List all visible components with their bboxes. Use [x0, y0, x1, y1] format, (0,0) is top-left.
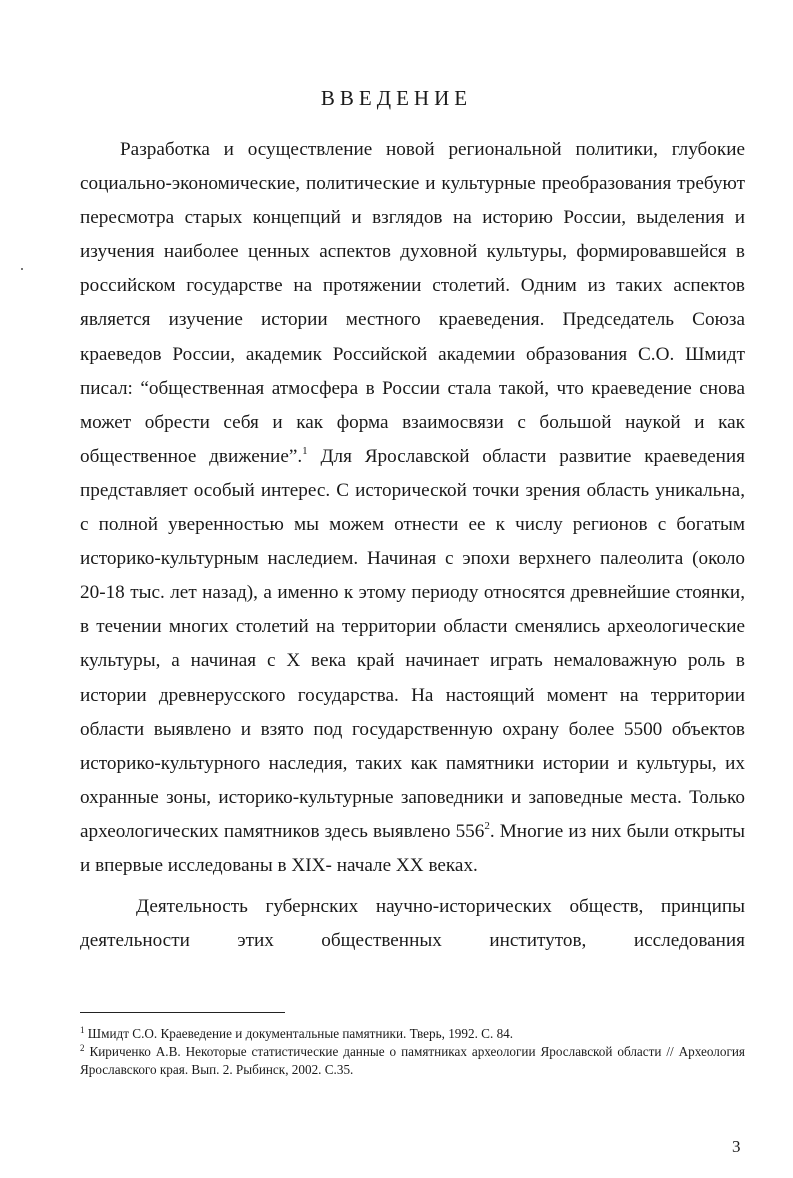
footnote-2-text: Кириченко А.В. Некоторые статистические данные о памятниках археологии Ярославской области // Археология Ярославского края. Вып. 2. Рыбинск, 2002. С.35.: [80, 1044, 746, 1077]
page-title: ВВЕДЕНИЕ: [320, 86, 473, 110]
paragraph-1-part-3: . Многие из них были открыты и впервые исследованы в XIX- начале XX веках.: [80, 820, 745, 876]
scan-speck: [21, 268, 23, 270]
footnotes: [80, 1025, 745, 1079]
footnote-ref-1[interactable]: 1: [302, 444, 308, 457]
footnote-2-mark: 2: [80, 1043, 85, 1053]
main-text: [80, 133, 745, 958]
paragraph-1-part-1: Разработка и осуществление новой региональной политики, глубокие социально-экономические, политические и культурные преобразования требуют пересмотра старых концепций и взглядов на историю России, выделения и изучения наиболее ценных аспектов духовной культуры, формировавшейся в российском государстве на протяжении столетий. Одним из таких аспектов является изучение истории местного краеведения. Председатель Союза краеведов России, академик Российской академии образования С.О. Шмидт писал: “общественная атмосфера в России стала такой, что краеведение снова может обрести себя и как форма взаимосвязи с большой наукой и как общественное движение”.: [80, 139, 745, 467]
page-number: 3: [732, 1137, 741, 1156]
footnote-1-text: Шмидт С.О. Краеведение и документальные памятники. Тверь, 1992. С. 84.: [87, 1026, 514, 1041]
footnote-1: [80, 1025, 745, 1043]
paragraph-1-part-2: Для Ярославской области развитие краеведения представляет особый интерес. С исторической точки зрения область уникальна, с полной уверенностью мы можем отнести ее к числу регионов с богатым историко-культурным наследием. Начиная с эпохи верхнего палеолита (около 20-18 тыс. лет назад), а именно к этому периоду относятся древнейшие стоянки, в течении многих столетий на территории области сменялись археологические культуры, а начиная с X века край начинает играть немаловажную роль в истории древнерусского государства. На настоящий момент на территории области выявлено и взято под государственную охрану более 5500 объектов историко-культурного наследия, таких как памятники истории и культуры, их охранные зоны, историко-культурные заповедники и заповедные места. Только археологических памятников здесь выявлено 556: [80, 445, 745, 842]
footnote-divider: [80, 1012, 285, 1013]
paragraph-1: [80, 133, 745, 883]
footnote-ref-2[interactable]: 2: [484, 819, 490, 832]
footnote-1-mark: 1: [80, 1025, 85, 1035]
paragraph-2: Деятельность губернских научно-исторических обществ, принципы деятельности этих общественных институтов, исследования: [80, 896, 745, 952]
footnote-2: [80, 1043, 745, 1079]
